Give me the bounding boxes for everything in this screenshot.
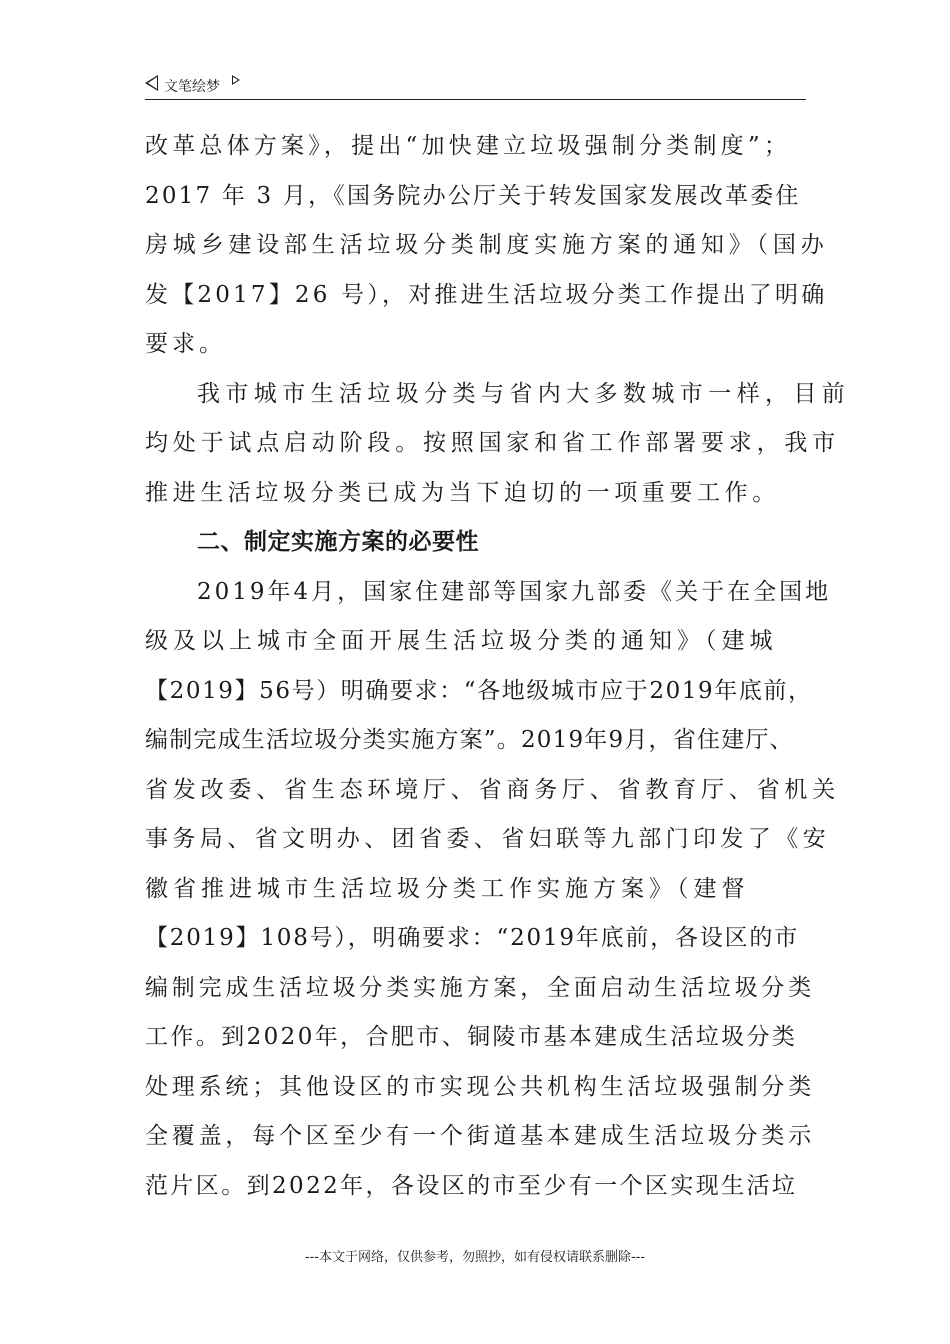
- body-line: 推进生活垃圾分类已成为当下迫切的一项重要工作。: [145, 479, 780, 506]
- section-heading: 二、制定实施方案的必要性: [197, 529, 479, 555]
- body-line: 房城乡建设部生活垃圾分类制度实施方案的通知》（国办: [145, 232, 829, 258]
- body-line: 均处于试点启动阶段。按照国家和省工作部署要求，我市: [145, 430, 840, 456]
- body-line: 范片区。到2022年，各设区的市至少有一个区实现生活垃: [145, 1172, 798, 1199]
- body-line: 【2019】108号），明确要求：“2019年底前，各设区的市: [145, 925, 800, 951]
- body-line: 编制完成生活垃圾分类实施方案，全面启动生活垃圾分类: [145, 974, 815, 1001]
- body-line: 省发改委、省生态环境厅、省商务厅、省教育厅、省机关: [145, 776, 840, 803]
- body-line: 处理系统；其他设区的市实现公共机构生活垃圾强制分类: [145, 1073, 815, 1100]
- page-header: [145, 72, 806, 100]
- body-line: 徽省推进城市生活垃圾分类工作实施方案》（建督: [145, 875, 750, 902]
- body-line: 事务局、省文明办、团省委、省妇联等九部门印发了《安: [145, 826, 830, 852]
- triangle-right-icon: [232, 75, 240, 85]
- body-line: 全覆盖，每个区至少有一个街道基本建成生活垃圾分类示: [145, 1123, 815, 1149]
- header-title: 文笔绘梦: [164, 79, 220, 95]
- footer-disclaimer: ---本文于网络，仅供参考，勿照抄，如有侵权请联系删除---: [304, 1250, 646, 1265]
- body-line: 级及以上城市全面开展生活垃圾分类的通知》（建城: [145, 628, 778, 654]
- body-line: 2019年4月，国家住建部等国家九部委《关于在全国地: [197, 578, 832, 605]
- body-line: 我市城市生活垃圾分类与省内大多数城市一样，目前: [197, 380, 851, 407]
- body-line: 工作。到2020年，合肥市、铜陵市基本建成生活垃圾分类: [145, 1024, 798, 1050]
- triangle-left-icon: [145, 75, 158, 91]
- body-line: 【2019】56号）明确要求：“各地级城市应于2019年底前，: [145, 677, 813, 704]
- body-line: 发【2017】26 号），对推进生活垃圾分类工作提出了明确: [145, 281, 828, 308]
- body-line: 改革总体方案》，提出“加快建立垃圾强制分类制度”；: [145, 133, 792, 159]
- body-line: 编制完成生活垃圾分类实施方案”。2019年9月，省住建厅、: [145, 727, 794, 753]
- body-line: 要求。: [145, 331, 226, 357]
- body-line: 2017 年 3 月，《国务院办公厅关于转发国家发展改革委住: [145, 182, 801, 209]
